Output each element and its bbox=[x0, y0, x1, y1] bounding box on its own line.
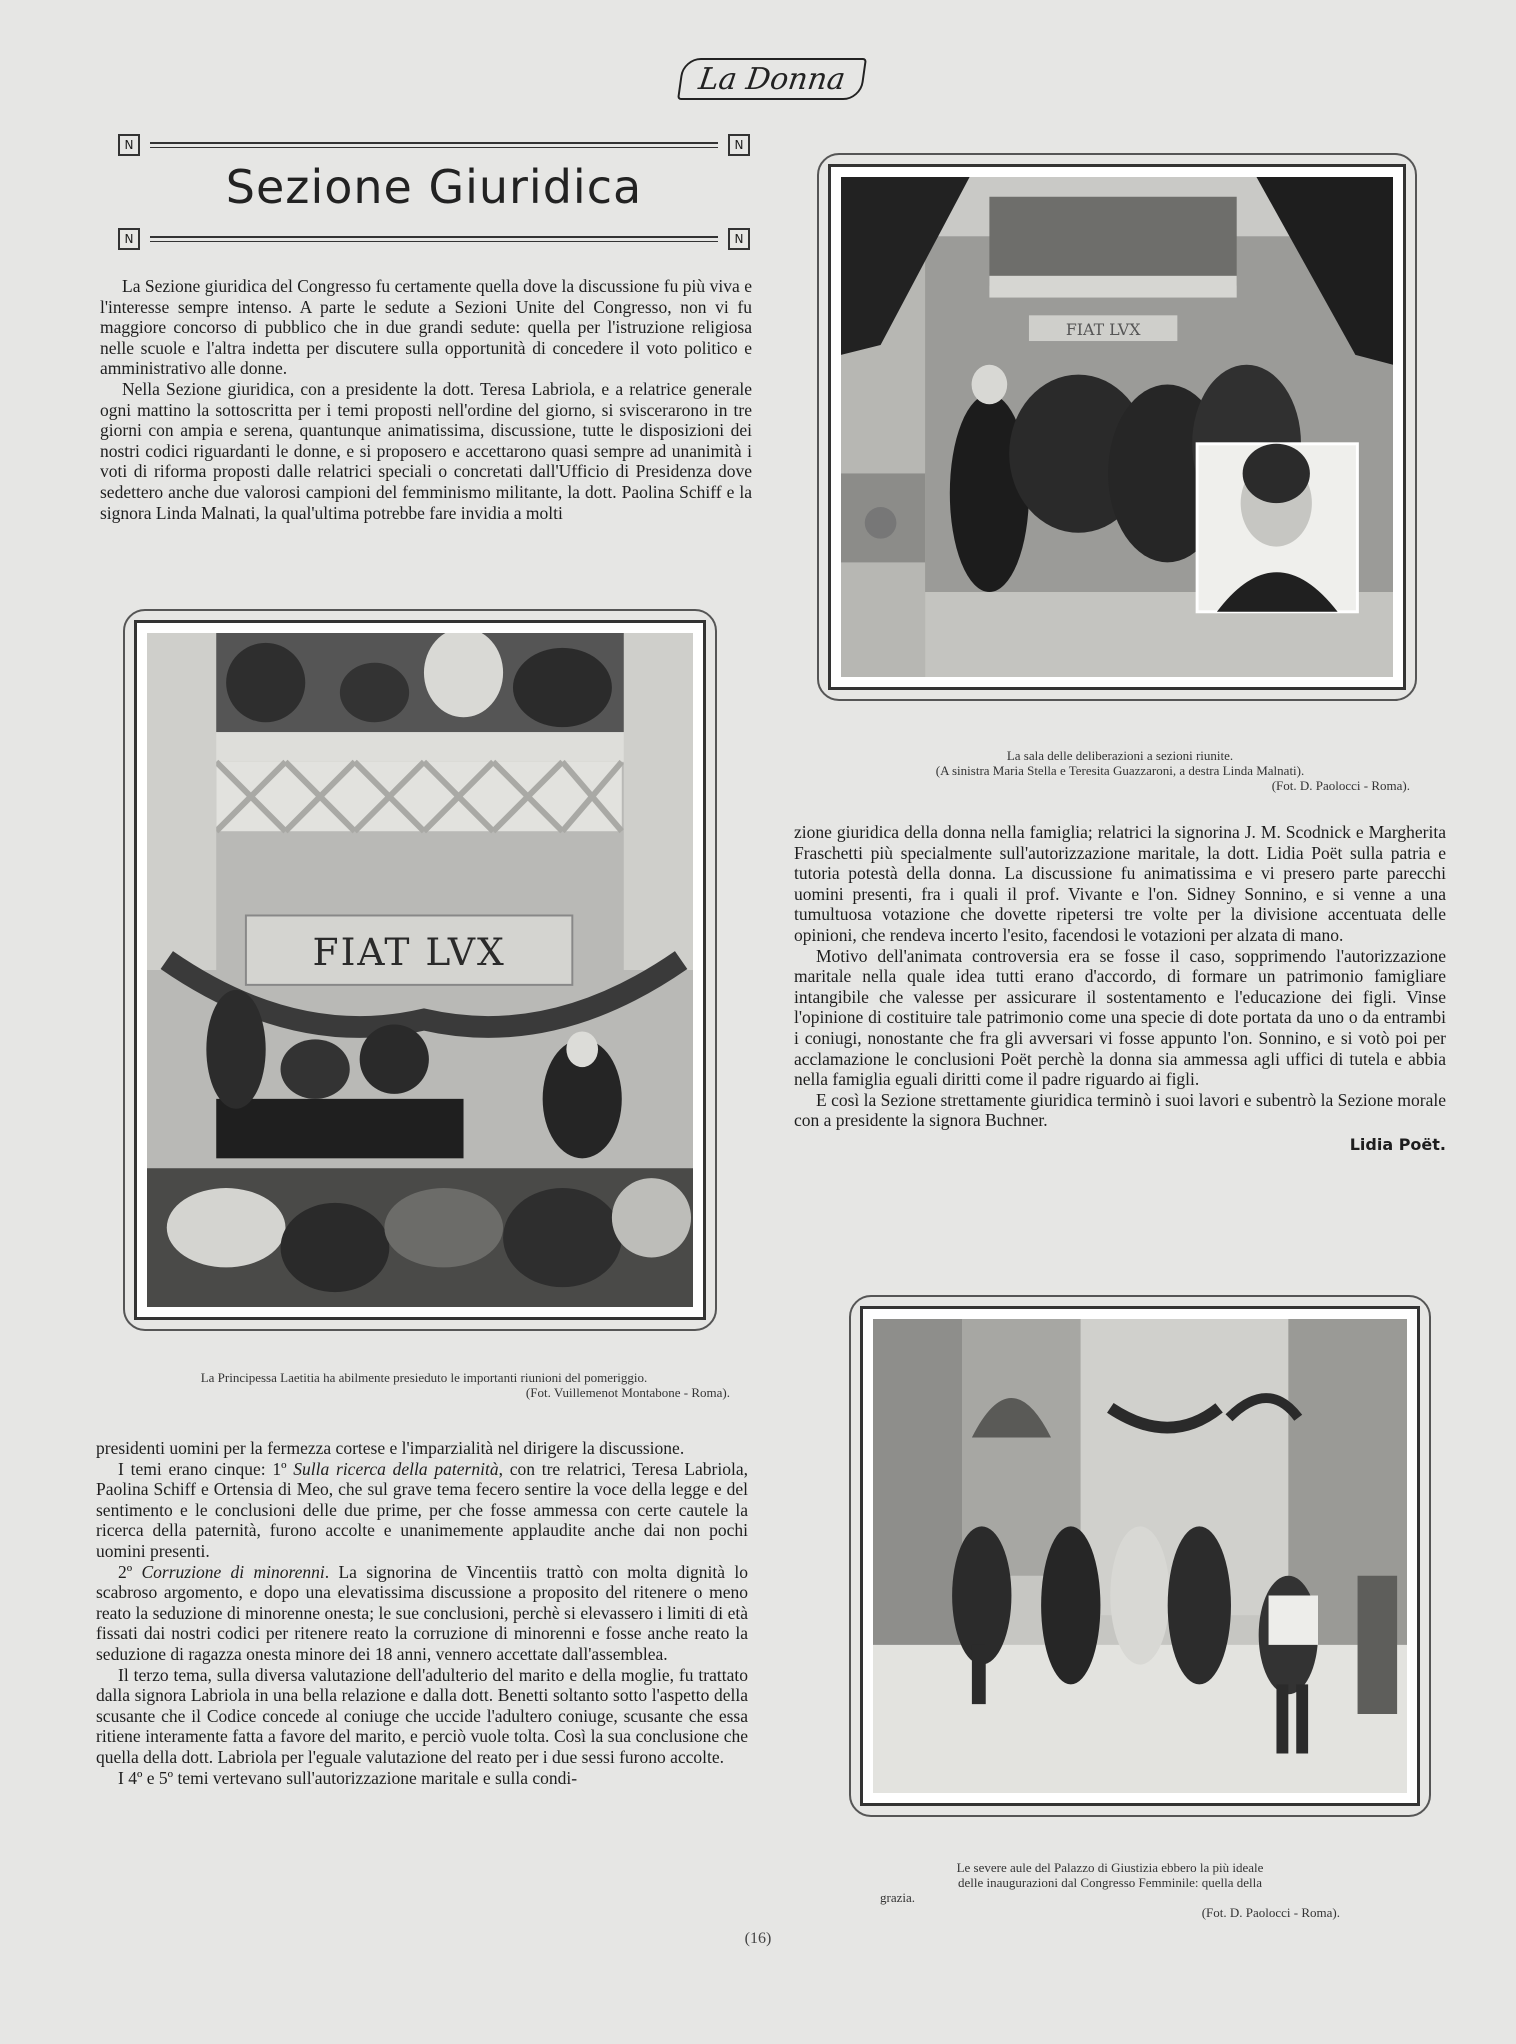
left-column-text bbox=[96, 1438, 748, 1788]
photo-frame-bottom-right bbox=[860, 1306, 1420, 1806]
author-signature: Lidia Poët. bbox=[1349, 1134, 1446, 1154]
masthead-logo: La Donna bbox=[677, 58, 867, 100]
intro-text bbox=[100, 276, 752, 523]
caption-bottom-right bbox=[880, 1860, 1340, 1920]
paragraph: presidenti uomini per la fermezza cortese e l'imparzialità nel dirigere la discussione. bbox=[96, 1438, 685, 1458]
photo-frame-top-right bbox=[828, 164, 1406, 690]
paragraph: Motivo dell'animata controversia era se fosse il caso, sopprimendo l'autorizzazione maritale nella quale idea tutti erano d'accordo, di formare un patrimonio famigliare intangibile che valesse per assicurare il sostentamento e l'educazione dei figli. Vinse l'opinione di costituire tale patrimonio come una specie di dote portata da uno o da entrambi i coniugi, nonostante che fra gli avversari vi fosse appunto l'on. Sonnino, e si votò poi per acclamazione le conclusioni Poët perchè la donna sia ammessa agli uffici di tutela e abbia nella famiglia eguali diritti come il padre riguardo ai figli. bbox=[794, 945, 1446, 1090]
inscription: FIAT LVX bbox=[312, 930, 506, 975]
topic-title: Corruzione di minorenni bbox=[141, 1561, 325, 1582]
right-column-text bbox=[794, 822, 1446, 1156]
photo-credit: (Fot. D. Paolocci - Roma). bbox=[1201, 1905, 1340, 1920]
assembly-hall-image bbox=[841, 177, 1393, 677]
palace-of-justice-image bbox=[873, 1319, 1407, 1793]
photo-palace-of-justice bbox=[873, 1319, 1407, 1793]
page-number: (16) bbox=[744, 1930, 772, 1947]
paragraph: La Sezione giuridica del Congresso fu certamente quella dove la discussione fu più viva e l'interesse sempre intenso. A parte le sedute a Sezioni Unite del Congresso, non vi fu maggiore concorso di pubblico che in due grandi sedute: quella per l'istruzione religiosa nelle scuole e l'altra indetta per discutere sulla opportunità di concedere il voto politico e amministrativo alle donne. bbox=[100, 276, 752, 379]
presidency-table-image bbox=[147, 633, 693, 1307]
paragraph: E così la Sezione strettamente giuridica terminò i suoi lavori e subentrò la Sezione morale con a presidente la signora Buchner. bbox=[794, 1089, 1446, 1131]
paragraph: 2º Corruzione di minorenni. La signorina de Vincentiis trattò con molta dignità lo scabroso argomento, e dopo una elevatissima discussione a proposito del ritenere o meno reato la seduzione di minorenne onesta; le sue conclusioni, perchè si elevassero i limiti di età fissati dai nostri codici per ritenere reato la corruzione di minorenni e fosse anche reato la seduzione di ragazza onesta minore dei 18 anni, vennero accettate dall'assemblea. bbox=[96, 1561, 748, 1664]
paragraph: I 4º e 5º temi vertevano sull'autorizzazione maritale e sulla condi- bbox=[118, 1767, 578, 1788]
n-square-icon: N bbox=[728, 228, 750, 250]
caption-left bbox=[118, 1370, 730, 1400]
paragraph: I temi erano cinque: 1º Sulla ricerca della paternità, con tre relatrici, Teresa Labriola, Paolina Schiff e Ortensia di Meo, che sul grave tema fecero sentire la voce della legge e del sentimento e le conclusioni delle due prime, per che fosse ammessa con certe cautele la ricerca della paternità, furono accolte e unanimemente applaudite anche dai non pochi uomini presenti. bbox=[96, 1458, 748, 1561]
photo-credit: (Fot. Vuillemenot Montabone - Roma). bbox=[525, 1385, 730, 1400]
title-rule-top bbox=[118, 134, 750, 156]
caption-line: delle inaugurazioni dal Congresso Femminile: quella della bbox=[958, 1875, 1262, 1890]
paragraph: Il terzo tema, sulla diversa valutazione dell'adulterio del marito e della moglie, fu trattato dalla signora Labriola in una bella relazione e dalla dott. Benetti soltanto sotto l'aspetto della scusante che il Codice concede al coniuge che uccide l'adultero coniuge, scusante che essa ritiene interamente fatta a favore del marito, e perciò vuole tolta. Così la sua conclusione che quella della dott. Labriola per l'eguale valutazione del reato per i due sessi furono accolte. bbox=[96, 1664, 748, 1767]
photo-credit: (Fot. D. Paolocci - Roma). bbox=[1271, 778, 1410, 793]
inscription: FIAT LVX bbox=[1065, 320, 1141, 340]
paragraph: zione giuridica della donna nella famiglia; relatrici la signorina J. M. Scodnick e Margherita Fraschetti più specialmente sull'autorizzazione maritale, la dott. Lidia Poët sulla patria e tutoria potestà della donna. La discussione fu animatissima e vi presero parte parecchi uomini presenti, fra i quali il prof. Vivante e l'on. Sidney Sonnino, e si venne a una tumultuosa votazione che dovette ripetersi tre volte per la divisione accentuata delle opinioni, che rendeva incerto l'esito, facendosi le votazioni per alzata di mano. bbox=[794, 822, 1446, 945]
photo-frame-left bbox=[134, 620, 706, 1320]
divider bbox=[150, 236, 718, 242]
paragraph: Nella Sezione giuridica, con a presidente la dott. Teresa Labriola, e a relatrice generale ogni mattino la sottoscritta per i temi proposti nell'ordine del giorno, si sviscerarono in tre giorni con ampia e serena, quantunque animatissima, discussione, tutte le disposizioni dei nostri codici riguardanti le donne, e si proposero e accettarono quasi sempre ad unanimità i voti di riforma proposti dalle relatrici speciali o concretati dall'Ufficio di Presidenza dove sedettero anche due valorosi campioni del femminismo militante, la dott. Paolina Schiff e la signora Linda Malnati, la qual'ultima potrebbe fare invidia a molti bbox=[100, 378, 752, 523]
caption-line: (A sinistra Maria Stella e Teresita Guazzaroni, a destra Linda Malnati). bbox=[935, 763, 1305, 778]
caption-line: La sala delle deliberazioni a sezioni riunite. bbox=[1006, 748, 1234, 763]
caption-line: La Principessa Laetitia ha abilmente presieduto le importanti riunioni del pomeriggio. bbox=[200, 1370, 648, 1385]
n-square-icon: N bbox=[728, 134, 750, 156]
caption-line: grazia. bbox=[880, 1890, 916, 1905]
caption-top-right bbox=[830, 748, 1410, 793]
photo-presidency-table bbox=[147, 633, 693, 1307]
photo-assembly-hall bbox=[841, 177, 1393, 677]
topic-title: Sulla ricerca della paternità bbox=[293, 1458, 499, 1479]
title-rule-bottom bbox=[118, 228, 750, 250]
caption-line: Le severe aule del Palazzo di Giustizia ebbero la più ideale bbox=[956, 1860, 1264, 1875]
divider bbox=[150, 142, 718, 148]
n-square-icon: N bbox=[118, 228, 140, 250]
n-square-icon: N bbox=[118, 134, 140, 156]
page-title: Sezione Giuridica bbox=[225, 160, 643, 214]
